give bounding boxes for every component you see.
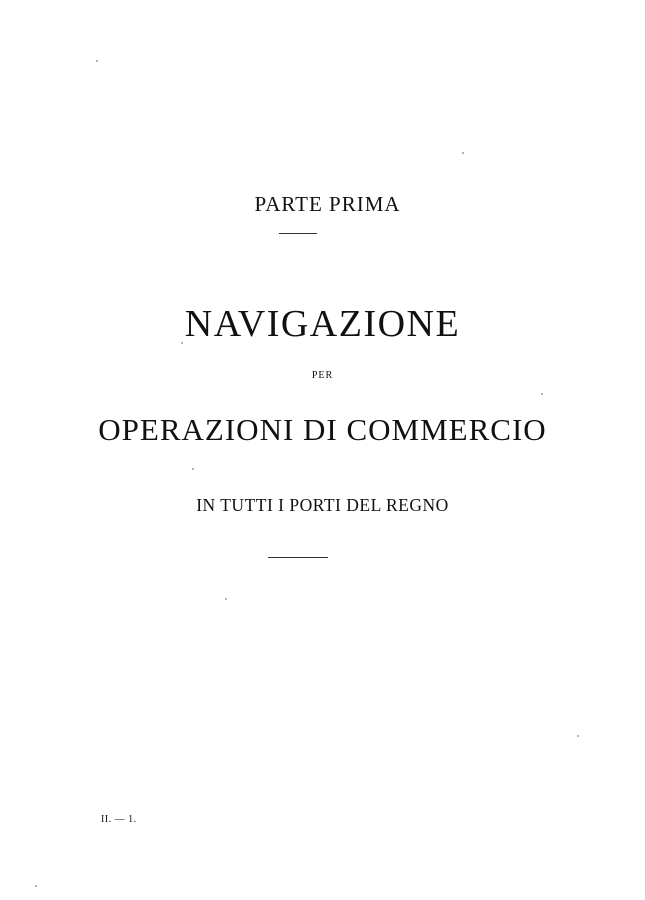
- scan-speck: [181, 342, 183, 344]
- scan-speck: [541, 393, 543, 395]
- scope-line: IN TUTTI I PORTI DEL REGNO: [196, 495, 449, 515]
- scan-speck: [35, 885, 37, 887]
- main-title: NAVIGAZIONE: [184, 303, 461, 345]
- scan-speck: [462, 152, 464, 154]
- subtitle: OPERAZIONI DI COMMERCIO: [98, 412, 547, 447]
- scan-speck: [225, 598, 227, 600]
- printer-signature: II. — 1.: [101, 814, 137, 825]
- scan-speck: [577, 735, 579, 737]
- decorative-rule: [279, 233, 317, 234]
- scan-speck: [192, 468, 194, 470]
- scan-speck: [96, 60, 98, 62]
- part-heading: PARTE PRIMA: [254, 192, 401, 216]
- decorative-rule: [268, 557, 328, 558]
- connector-word: PER: [311, 370, 334, 381]
